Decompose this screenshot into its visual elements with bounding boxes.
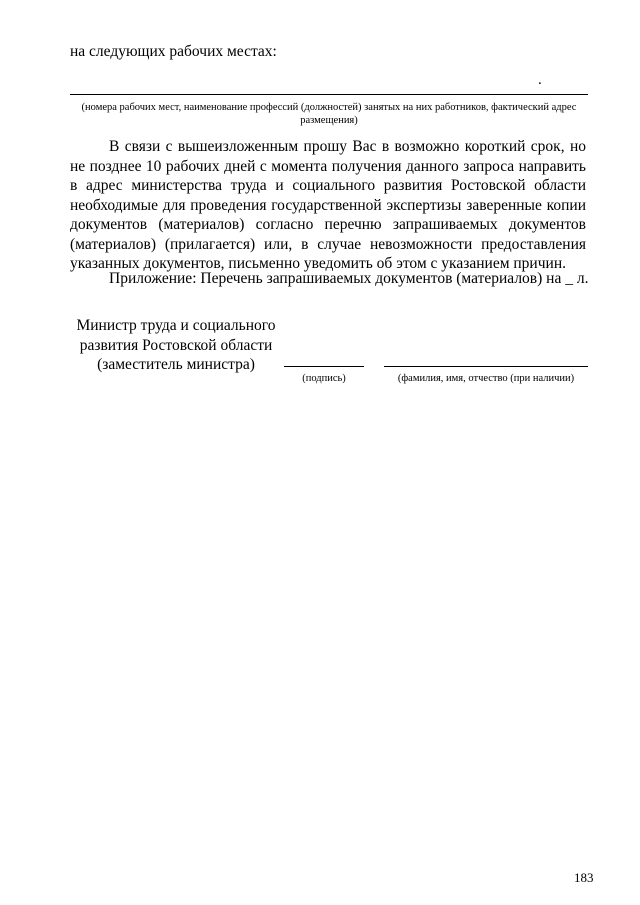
signer-line-3: (заместитель министра) [97,356,255,373]
page-number: 183 [574,870,594,885]
blank-line-end-mark: . [538,72,542,88]
full-name-caption: (фамилия, имя, отчество (при наличии) [397,373,575,384]
workplace-caption-line-2: размещения) [300,115,358,126]
signature-line [284,366,364,367]
signer-line-2: развития Ростовской области [79,336,273,354]
signer-line-1: Министр труда и социального [76,317,276,334]
workplace-fill-line [70,94,588,95]
signature-caption: (подпись) [302,373,346,384]
intro-text: на следующих рабочих местах: [70,43,277,60]
signer-position [70,316,282,375]
workplace-caption-line-1: (номера рабочих мест, наименование профессий (должностей) занятых на них работников, фактический адрес [81,102,577,113]
full-name-line [384,366,588,367]
workplace-caption [60,101,598,127]
request-paragraph: В связи с вышеизложенным прошу Вас в возможно короткий срок, но не позднее 10 рабочих дней с момента получения данного запроса направить в адрес министерства труда и социального развития Ростовской области необходимые для проведения государственной экспертизы заверенные копии документов (материалов) согласно перечню запрашиваемых документов (материалов) (прилагается) или, в случае невозможности предоставления указанных документов, письменно уведомить об этом с указанием причин. [70,138,586,272]
appendix-line: Приложение: Перечень запрашиваемых документов (материалов) на _ л. [109,270,589,287]
